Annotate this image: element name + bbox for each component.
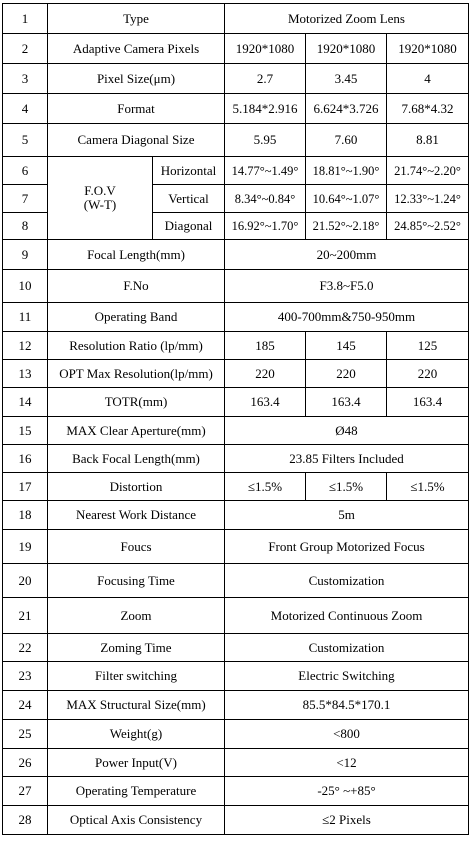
value-cell: 3.45 bbox=[306, 64, 387, 94]
table-row bbox=[3, 720, 469, 749]
value-cell: 220 bbox=[225, 360, 306, 388]
param-label: Operating Temperature bbox=[48, 777, 225, 806]
fov-sub-label: Horizontal bbox=[153, 157, 225, 185]
value-cell: 8.81 bbox=[387, 124, 469, 157]
table-row bbox=[3, 4, 469, 34]
value-cell: 4 bbox=[387, 64, 469, 94]
table-row bbox=[3, 417, 469, 445]
value-cell: 8.34°~0.84° bbox=[225, 185, 306, 213]
param-label: Format bbox=[48, 94, 225, 124]
fov-label: F.O.V bbox=[84, 183, 116, 198]
row-number: 12 bbox=[3, 332, 48, 360]
table-row bbox=[3, 806, 469, 835]
param-value: 400-700mm&750-950mm bbox=[225, 303, 469, 332]
row-number: 7 bbox=[3, 185, 48, 213]
row-number: 9 bbox=[3, 240, 48, 270]
param-label: Focusing Time bbox=[48, 564, 225, 598]
table-row bbox=[3, 360, 469, 388]
param-label: Type bbox=[48, 4, 225, 34]
value-cell: 14.77°~1.49° bbox=[225, 157, 306, 185]
value-cell: 7.60 bbox=[306, 124, 387, 157]
row-number: 13 bbox=[3, 360, 48, 388]
row-number: 15 bbox=[3, 417, 48, 445]
table-row bbox=[3, 124, 469, 157]
param-label: Operating Band bbox=[48, 303, 225, 332]
table-row bbox=[3, 157, 469, 185]
value-cell: ≤1.5% bbox=[387, 473, 469, 501]
table-row bbox=[3, 473, 469, 501]
row-number: 1 bbox=[3, 4, 48, 34]
row-number: 6 bbox=[3, 157, 48, 185]
table-row bbox=[3, 777, 469, 806]
row-number: 17 bbox=[3, 473, 48, 501]
value-cell: 220 bbox=[387, 360, 469, 388]
row-number: 22 bbox=[3, 634, 48, 662]
param-value: F3.8~F5.0 bbox=[225, 270, 469, 303]
param-label: Adaptive Camera Pixels bbox=[48, 34, 225, 64]
row-number: 10 bbox=[3, 270, 48, 303]
value-cell: 5.184*2.916 bbox=[225, 94, 306, 124]
param-label: Distortion bbox=[48, 473, 225, 501]
param-label: Foucs bbox=[48, 530, 225, 564]
spec-table bbox=[2, 3, 469, 835]
value-cell: 7.68*4.32 bbox=[387, 94, 469, 124]
row-number: 5 bbox=[3, 124, 48, 157]
value-cell: 12.33°~1.24° bbox=[387, 185, 469, 213]
table-row bbox=[3, 388, 469, 417]
row-number: 4 bbox=[3, 94, 48, 124]
value-cell: 16.92°~1.70° bbox=[225, 213, 306, 240]
table-row bbox=[3, 332, 469, 360]
table-row bbox=[3, 598, 469, 634]
value-cell: 2.7 bbox=[225, 64, 306, 94]
value-cell: 21.52°~2.18° bbox=[306, 213, 387, 240]
param-label: Optical Axis Consistency bbox=[48, 806, 225, 835]
table-row bbox=[3, 530, 469, 564]
value-cell: 1920*1080 bbox=[387, 34, 469, 64]
row-number: 2 bbox=[3, 34, 48, 64]
value-cell: 1920*1080 bbox=[225, 34, 306, 64]
row-number: 21 bbox=[3, 598, 48, 634]
param-label: Weight(g) bbox=[48, 720, 225, 749]
value-cell: 1920*1080 bbox=[306, 34, 387, 64]
table-row bbox=[3, 64, 469, 94]
param-value: 20~200mm bbox=[225, 240, 469, 270]
param-label: Nearest Work Distance bbox=[48, 501, 225, 530]
table-row bbox=[3, 34, 469, 64]
value-cell: 125 bbox=[387, 332, 469, 360]
param-value: 85.5*84.5*170.1 bbox=[225, 691, 469, 720]
table-row bbox=[3, 303, 469, 332]
param-value: <12 bbox=[225, 749, 469, 777]
table-row bbox=[3, 445, 469, 473]
param-label: MAX Structural Size(mm) bbox=[48, 691, 225, 720]
param-value: Motorized Zoom Lens bbox=[225, 4, 469, 34]
fov-sublabel: (W-T) bbox=[83, 197, 117, 212]
fov-sub-label: Diagonal bbox=[153, 213, 225, 240]
row-number: 23 bbox=[3, 662, 48, 691]
fov-group-label bbox=[48, 157, 153, 240]
param-label: Camera Diagonal Size bbox=[48, 124, 225, 157]
row-number: 28 bbox=[3, 806, 48, 835]
value-cell: 21.74°~2.20° bbox=[387, 157, 469, 185]
value-cell: 163.4 bbox=[225, 388, 306, 417]
table-row bbox=[3, 270, 469, 303]
param-label: Power Input(V) bbox=[48, 749, 225, 777]
table-row bbox=[3, 634, 469, 662]
param-value: <800 bbox=[225, 720, 469, 749]
param-label: F.No bbox=[48, 270, 225, 303]
table-row bbox=[3, 94, 469, 124]
row-number: 3 bbox=[3, 64, 48, 94]
value-cell: 18.81°~1.90° bbox=[306, 157, 387, 185]
value-cell: 145 bbox=[306, 332, 387, 360]
row-number: 26 bbox=[3, 749, 48, 777]
param-label: Back Focal Length(mm) bbox=[48, 445, 225, 473]
value-cell: 5.95 bbox=[225, 124, 306, 157]
table-row bbox=[3, 501, 469, 530]
value-cell: ≤1.5% bbox=[225, 473, 306, 501]
param-value: 5m bbox=[225, 501, 469, 530]
param-label: Resolution Ratio (lp/mm) bbox=[48, 332, 225, 360]
value-cell: 163.4 bbox=[387, 388, 469, 417]
table-row bbox=[3, 662, 469, 691]
param-label: OPT Max Resolution(lp/mm) bbox=[48, 360, 225, 388]
param-value: ≤2 Pixels bbox=[225, 806, 469, 835]
value-cell: 185 bbox=[225, 332, 306, 360]
param-label: MAX Clear Aperture(mm) bbox=[48, 417, 225, 445]
value-cell: 10.64°~1.07° bbox=[306, 185, 387, 213]
row-number: 16 bbox=[3, 445, 48, 473]
row-number: 14 bbox=[3, 388, 48, 417]
param-value: Ø48 bbox=[225, 417, 469, 445]
value-cell: ≤1.5% bbox=[306, 473, 387, 501]
row-number: 24 bbox=[3, 691, 48, 720]
table-row bbox=[3, 749, 469, 777]
value-cell: 6.624*3.726 bbox=[306, 94, 387, 124]
param-label: Zoom bbox=[48, 598, 225, 634]
row-number: 11 bbox=[3, 303, 48, 332]
param-label: TOTR(mm) bbox=[48, 388, 225, 417]
table-row bbox=[3, 240, 469, 270]
spec-document bbox=[2, 3, 468, 838]
param-value: Electric Switching bbox=[225, 662, 469, 691]
row-number: 27 bbox=[3, 777, 48, 806]
table-row bbox=[3, 691, 469, 720]
param-value: Front Group Motorized Focus bbox=[225, 530, 469, 564]
param-value: 23.85 Filters Included bbox=[225, 445, 469, 473]
param-value: -25° ~+85° bbox=[225, 777, 469, 806]
row-number: 19 bbox=[3, 530, 48, 564]
param-value: Motorized Continuous Zoom bbox=[225, 598, 469, 634]
param-value: Customization bbox=[225, 564, 469, 598]
param-label: Focal Length(mm) bbox=[48, 240, 225, 270]
row-number: 25 bbox=[3, 720, 48, 749]
value-cell: 24.85°~2.52° bbox=[387, 213, 469, 240]
fov-sub-label: Vertical bbox=[153, 185, 225, 213]
row-number: 20 bbox=[3, 564, 48, 598]
param-label: Pixel Size(μm) bbox=[48, 64, 225, 94]
row-number: 8 bbox=[3, 213, 48, 240]
row-number: 18 bbox=[3, 501, 48, 530]
value-cell: 220 bbox=[306, 360, 387, 388]
table-row bbox=[3, 564, 469, 598]
value-cell: 163.4 bbox=[306, 388, 387, 417]
param-value: Customization bbox=[225, 634, 469, 662]
param-label: Filter switching bbox=[48, 662, 225, 691]
param-label: Zoming Time bbox=[48, 634, 225, 662]
